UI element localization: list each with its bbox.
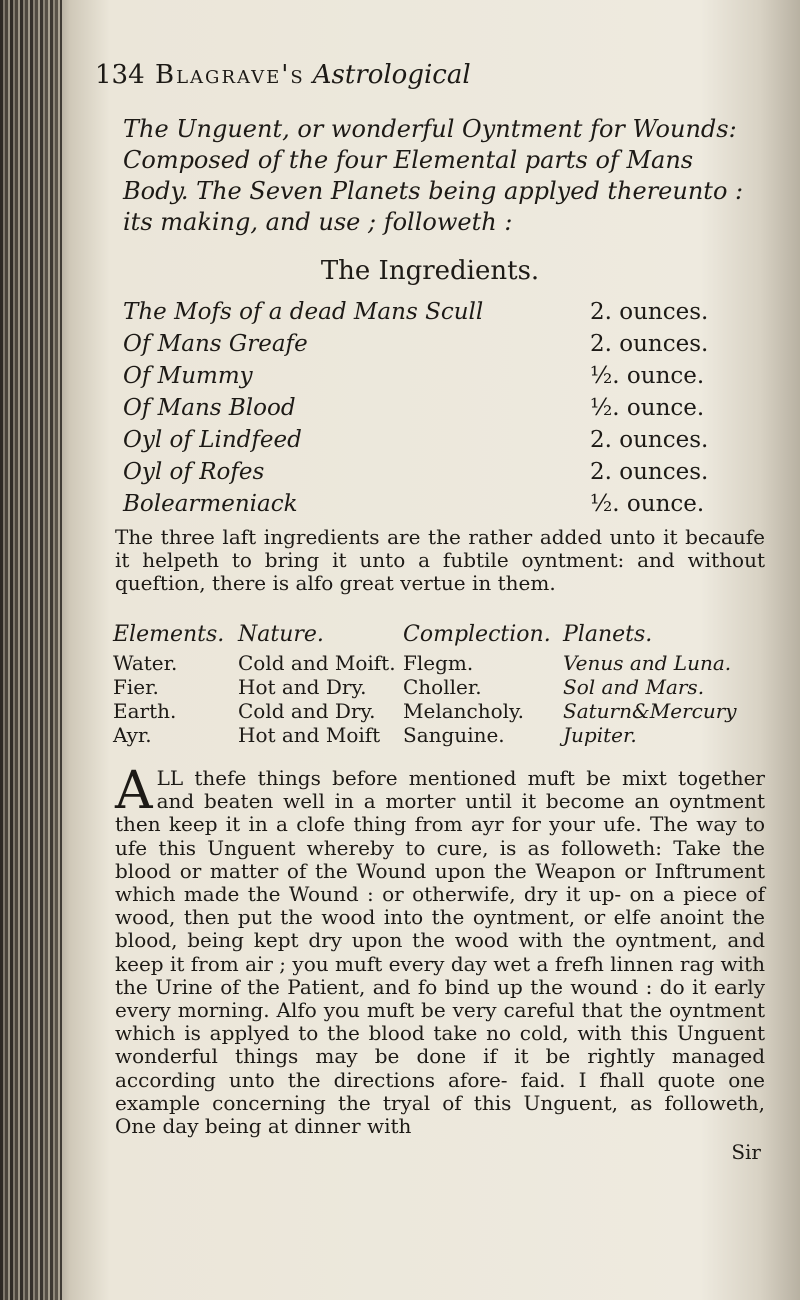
page-number: 134 (95, 60, 145, 90)
column-header: Complection. (403, 622, 551, 647)
ingredient-name: Of Mans Greafe (123, 331, 308, 357)
table-cell: Flegm. (403, 651, 474, 675)
elements-table (95, 623, 765, 747)
ingredients-note: The three laft ingredients are the rather added unto it becaufe it helpeth to bring it unto a fubtile oyntment: and without queftion, there is alfo great vertue in them. (115, 525, 765, 595)
ingredient-name: Of Mummy (123, 363, 253, 389)
ingredient-quantity: 2. ounces. (590, 331, 709, 357)
ingredient-row (95, 360, 765, 392)
ingredient-name: Oyl of Lindfeed (123, 427, 302, 453)
column-header: Nature. (238, 622, 324, 647)
table-cell: Cold and Dry. (238, 699, 376, 723)
drop-cap: A (115, 761, 153, 821)
table-row (113, 723, 765, 747)
ingredients-list (95, 296, 765, 520)
ingredient-row (95, 488, 765, 520)
table-cell: Earth. (113, 699, 177, 723)
ingredients-heading: The Ingredients. (320, 256, 540, 286)
page-content (95, 60, 765, 1164)
table-cell: Venus and Luna. (563, 651, 732, 675)
ingredient-row (95, 392, 765, 424)
table-cell: Sol and Mars. (563, 675, 705, 699)
table-cell: Fier. (113, 675, 159, 699)
ingredient-row (95, 456, 765, 488)
ingredient-row (95, 296, 765, 328)
ingredient-row (95, 424, 765, 456)
table-cell: Hot and Dry. (238, 675, 367, 699)
table-cell: Saturn&Mercury (563, 699, 737, 723)
table-cell: Choller. (403, 675, 482, 699)
body-text: LL thefe things before mentioned muft be mixt together and beaten well in a morter until it become an oyntment then keep it in a clofe thing from ayr for your ufe. The way to ufe this Unguent whereby to cure, is as followeth: Take the blood or matter of the Wound upon the Weapon or Inftrument which made the Wound : or otherwife, dry it up- on a piece of wood, then put the wood into the oyntment, or elfe anoint the blood, being kept dry upon the wood with the oyntment, and keep it from air ; you muft every day wet a frefh linnen rag with the Urine of the Patient, and fo bind up the wound : do it early every morning. Alfo you muft be very careful that the oyntment which is applyed to the blood take no cold, with this Unguent wonderful things may be done if it be rightly managed according unto the directions afore- faid. I fhall quote one example concerning the tryal of this Unguent, as followeth, One day being at dinner with (115, 766, 765, 1139)
running-header (95, 60, 765, 104)
table-row (113, 699, 765, 723)
elements-table-header (113, 623, 765, 651)
header-title: Blagrave's (155, 60, 305, 90)
recipe-intro: The Unguent, or wonderful Oyntment for Wounds: Composed of the four Elemental parts of Mans Body. The Seven Planets being applyed thereunto : its making, and use ; followeth : (123, 115, 744, 236)
column-header: Elements. (113, 622, 225, 647)
table-cell: Cold and Moift. (238, 651, 396, 675)
ingredient-quantity: 2. ounces. (590, 299, 709, 325)
table-cell: Sanguine. (403, 723, 505, 747)
catchword: Sir (731, 1140, 761, 1165)
ingredient-name: The Mofs of a dead Mans Scull (123, 299, 484, 325)
ingredient-name: Oyl of Rofes (123, 459, 265, 485)
table-row (113, 675, 765, 699)
ingredient-quantity: ½. ounce. (590, 363, 705, 389)
ingredient-quantity: ½. ounce. (590, 491, 705, 517)
table-cell: Melancholy. (403, 699, 525, 723)
ingredient-name: Bolearmeniack (123, 491, 298, 517)
ingredient-row (95, 328, 765, 360)
column-header: Planets. (563, 622, 653, 647)
book-gutter (0, 0, 62, 1300)
table-cell: Hot and Moift (238, 723, 381, 747)
ingredient-quantity: 2. ounces. (590, 427, 709, 453)
body-paragraph (95, 761, 765, 1139)
ingredient-quantity: 2. ounces. (590, 459, 709, 485)
ingredient-quantity: ½. ounce. (590, 395, 705, 421)
ingredient-name: Of Mans Blood (123, 395, 296, 421)
table-cell: Water. (113, 651, 178, 675)
table-row (113, 651, 765, 675)
table-cell: Ayr. (113, 723, 152, 747)
table-cell: Jupiter. (563, 723, 637, 747)
header-subtitle: Astrological (312, 60, 471, 90)
